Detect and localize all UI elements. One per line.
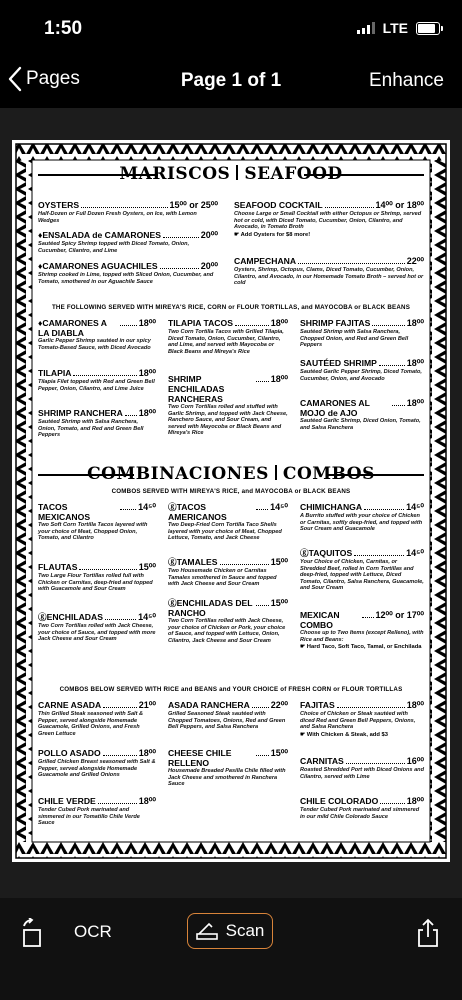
menu-item: ⓖENCHILADAS 14⁵⁰ Two Corn Tortillas rolled with Jack Cheese, your choice of Sauce, and topped with more Jack Cheese and Sour Cream — [38, 612, 156, 643]
menu-content — [38, 164, 424, 836]
navigation-bar — [0, 60, 462, 104]
status-indicators — [357, 20, 440, 36]
menu-item: ♦ENSALADA de CAMARONES 20⁰⁰ Sautéed Spicy Shrimp topped with Diced Tomato, Onion, Cucumber, Cilantro, and Lime — [38, 230, 218, 254]
menu-item: SHRIMP RANCHERA 18⁰⁰ Sautéed Shrimp with Salsa Ranchera, Onion, Tomato, and Red and Green Bell Peppers — [38, 408, 156, 439]
scan-button-label: Scan — [225, 921, 265, 940]
menu-item: SHRIMP FAJITAS 18⁰⁰ Sautéed Shrimp with Salsa Ranchera, Chopped Onion, and Red and Green Bell Peppers — [300, 318, 424, 349]
seafood-section-title: MARISCOS SEAFOOD — [119, 164, 343, 184]
status-time: 1:50 — [44, 18, 83, 39]
menu-item: SAUTÉED SHRIMP 18⁰⁰ Sautéed Garlic Pepper Shrimp, Diced Tomato, Cucumber, Onion, and Avocado — [300, 358, 424, 382]
menu-item: MEXICAN COMBO 12⁰⁰ or 17⁰⁰ Choose up to Two Items (except Relleno), with Rice and Beans: ☛ Hard Taco, Soft Taco, Tamal, or Enchilada — [300, 610, 424, 651]
enhance-button[interactable]: Enhance — [368, 70, 444, 91]
chevron-left-icon — [8, 66, 22, 92]
combos-section-title: COMBINACIONES COMBOS — [87, 464, 375, 484]
battery-icon — [416, 22, 440, 35]
menu-item: ⓖTACOS AMERICANOS 14⁵⁰ Two Deep-Fried Corn Tortilla Taco Shells layered with your choice of Meat, Chopped Lettuce, Tomato, and Jack Cheese — [168, 502, 288, 542]
menu-item: ⓖTAMALES 15⁰⁰ Two Housemade Chicken or Carnitas Tamales smothered in Sauce and topped with Jack Cheese and Sour Cream — [168, 557, 288, 588]
ocr-button[interactable]: OCR — [74, 922, 112, 941]
crop-rotate-icon[interactable] — [18, 918, 46, 948]
combos-served-with-banner: COMBOS SERVED WITH MIREYA'S RICE, and MAYOCOBA or BLACK BEANS — [111, 488, 351, 495]
menu-item: CAMARONES AL MOJO de AJO 18⁰⁰ Sautéed Garlic Shrimp, Diced Onion, Tomato, and Salsa Ranchera — [300, 398, 424, 431]
menu-item: ASADA RANCHERA 22⁰⁰ Grilled Seasoned Steak sautéed with Chopped Tomatoes, Onions, Red and Green Bell Peppers, and Salsa Ranchera — [168, 700, 288, 731]
menu-item: FLAUTAS 15⁰⁰ Two Large Flour Tortillas rolled full with Chicken or Carnitas, deep-fried and topped with Guacamole and Sour Cream — [38, 562, 156, 593]
signal-icon — [357, 22, 375, 34]
scanned-menu-page — [12, 140, 450, 862]
menu-item: POLLO ASADO 18⁰⁰ Grilled Chicken Breast seasoned with Salt & Pepper, served alongside Homemade Guacamole and Grilled Onions — [38, 748, 156, 779]
scanner-icon — [196, 921, 218, 941]
menu-item: ♦CAMARONES A LA DIABLA 18⁰⁰ Garlic Pepper Shrimp sautéed in our spicy Tomato-Based Sauce, with Diced Avocado — [38, 318, 156, 351]
menu-item: CARNITAS 16⁰⁰ Roasted Shredded Port with Diced Onions and Cilantro, served with Lime — [300, 756, 425, 780]
menu-item: OYSTERS 15⁰⁰ or 25⁰⁰ Half-Dozen or Full Dozen Fresh Oysters, on Ice, with Lemon Wedges — [38, 200, 218, 224]
back-button[interactable] — [8, 66, 80, 92]
menu-item: SEAFOOD COCKTAIL 14⁰⁰ or 18⁰⁰ Choose Large or Small Cocktail with either Octopus or Shrimp, served hot or cold, with Diced Tomato, Cucumber, Onion, Cilantro, and Avocado, in Tomato Broth ☛ Add Oysters for $8 more! — [234, 200, 424, 238]
menu-item: CARNE ASADA 21⁰⁰ Thin Grilled Steak seasoned with Salt & Pepper, served alongside Homemade Guacamole, Grilled Onions, and Fresh Green Lettuce — [38, 700, 156, 737]
menu-item: TACOS MEXICANOS 14⁵⁰ Two Soft Corn Tortilla Tacos layered with your choice of Meat, Chopped Onion, Tomato, and Cilantro — [38, 502, 156, 542]
combos-tortillas-banner: COMBOS BELOW SERVED WITH RICE and BEANS and YOUR CHOICE of FRESH CORN or FLOUR TORTILLAS — [59, 686, 403, 693]
menu-item: ⓖENCHILADAS DEL RANCHO 15⁰⁰ Two Corn Tortillas rolled with Jack Cheese, your choice of Chicken or Pork, your choice of Sauce, and topped with Lettuce, Onion, Cilantro, Jack Cheese and Sour Cream — [168, 598, 288, 644]
menu-item: CHIMICHANGA 14⁵⁰ A Burrito stuffed with your choice of Chicken or Carnitas, softly deep-fried, and topped with Sour Cream and Guacamole — [300, 502, 424, 533]
menu-item: TILAPIA TACOS 18⁰⁰ Two Corn Tortilla Tacos with Grilled Tilapia, Diced Tomato, Onion, Cucumber, Cilantro, and Lime, and served with Mayocoba or Black Beans and Mireya's Rice — [168, 318, 288, 355]
menu-item: SHRIMP ENCHILADAS RANCHERAS 18⁰⁰ Two Corn Tortillas rolled and stuffed with Garlic Shrimp, and topped with Jack Cheese, Ranchero Sauce, and Sour Cream, and served with Mayocoba or Black Beans and Mireya's Rice — [168, 374, 288, 437]
seafood-served-with-banner: THE FOLLOWING SERVED WITH MIREYA'S RICE, CORN or FLOUR TORTILLAS, and MAYOCOBA or BLACK BEANS — [51, 304, 411, 311]
status-bar — [0, 0, 462, 60]
scan-button[interactable] — [187, 913, 273, 949]
menu-item: FAJITAS 18⁰⁰ Choice of Chicken or Steak sautéed with diced Red and Green Bell Peppers, Onions, and Salsa Ranchera ☛ With Chicken & Steak, add $3 — [300, 700, 424, 738]
menu-item: ♦CAMARONES AGUACHILES 20⁰⁰ Shrimp cooked in Lime, topped with Sliced Onion, Cucumber, and Tomato, smothered in our Aguachile Sauce — [38, 261, 218, 285]
page-title: Page 1 of 1 — [180, 70, 282, 91]
menu-item: CAMPECHANA 22⁰⁰ Oysters, Shrimp, Octopus, Clams, Diced Tomato, Cucumber, Onion, Cilantro, and Avocado, in our Homemade Tomato Broth – served hot or cold — [234, 256, 424, 287]
network-label: LTE — [382, 20, 408, 36]
document-viewer[interactable] — [0, 108, 462, 898]
menu-item: ⓖTAQUITOS 14⁵⁰ Your Choice of Chicken, Carnitas, or Shredded Beef, rolled in Corn Tortillas and deep-fried, topped with Lettuce, Diced Tomato, Cilantro, Salsa Ranchera, Guacamole, and Sour Cream — [300, 548, 424, 592]
menu-item: CHILE VERDE 18⁰⁰ Tender Cubed Pork marinated and simmered in our Tomatillo Chile Verde Sauce — [38, 796, 156, 827]
menu-item: CHEESE CHILE RELLENO 15⁰⁰ Housemade Breaded Pasilla Chile filled with Jack Cheese and smothered in Ranchera Sauce — [168, 748, 288, 788]
back-button-label: Pages — [26, 68, 80, 89]
bottom-toolbar — [0, 898, 462, 1000]
menu-item: TILAPIA 18⁰⁰ Tilapia Filet topped with Red and Green Bell Pepper, Onion, Cilantro, and Lime Juice — [38, 368, 156, 392]
share-icon[interactable] — [416, 918, 440, 948]
menu-item: CHILE COLORADO 18⁰⁰ Tender Cubed Pork marinated and simmered in our mild Chile Colorado Sauce — [300, 796, 424, 820]
